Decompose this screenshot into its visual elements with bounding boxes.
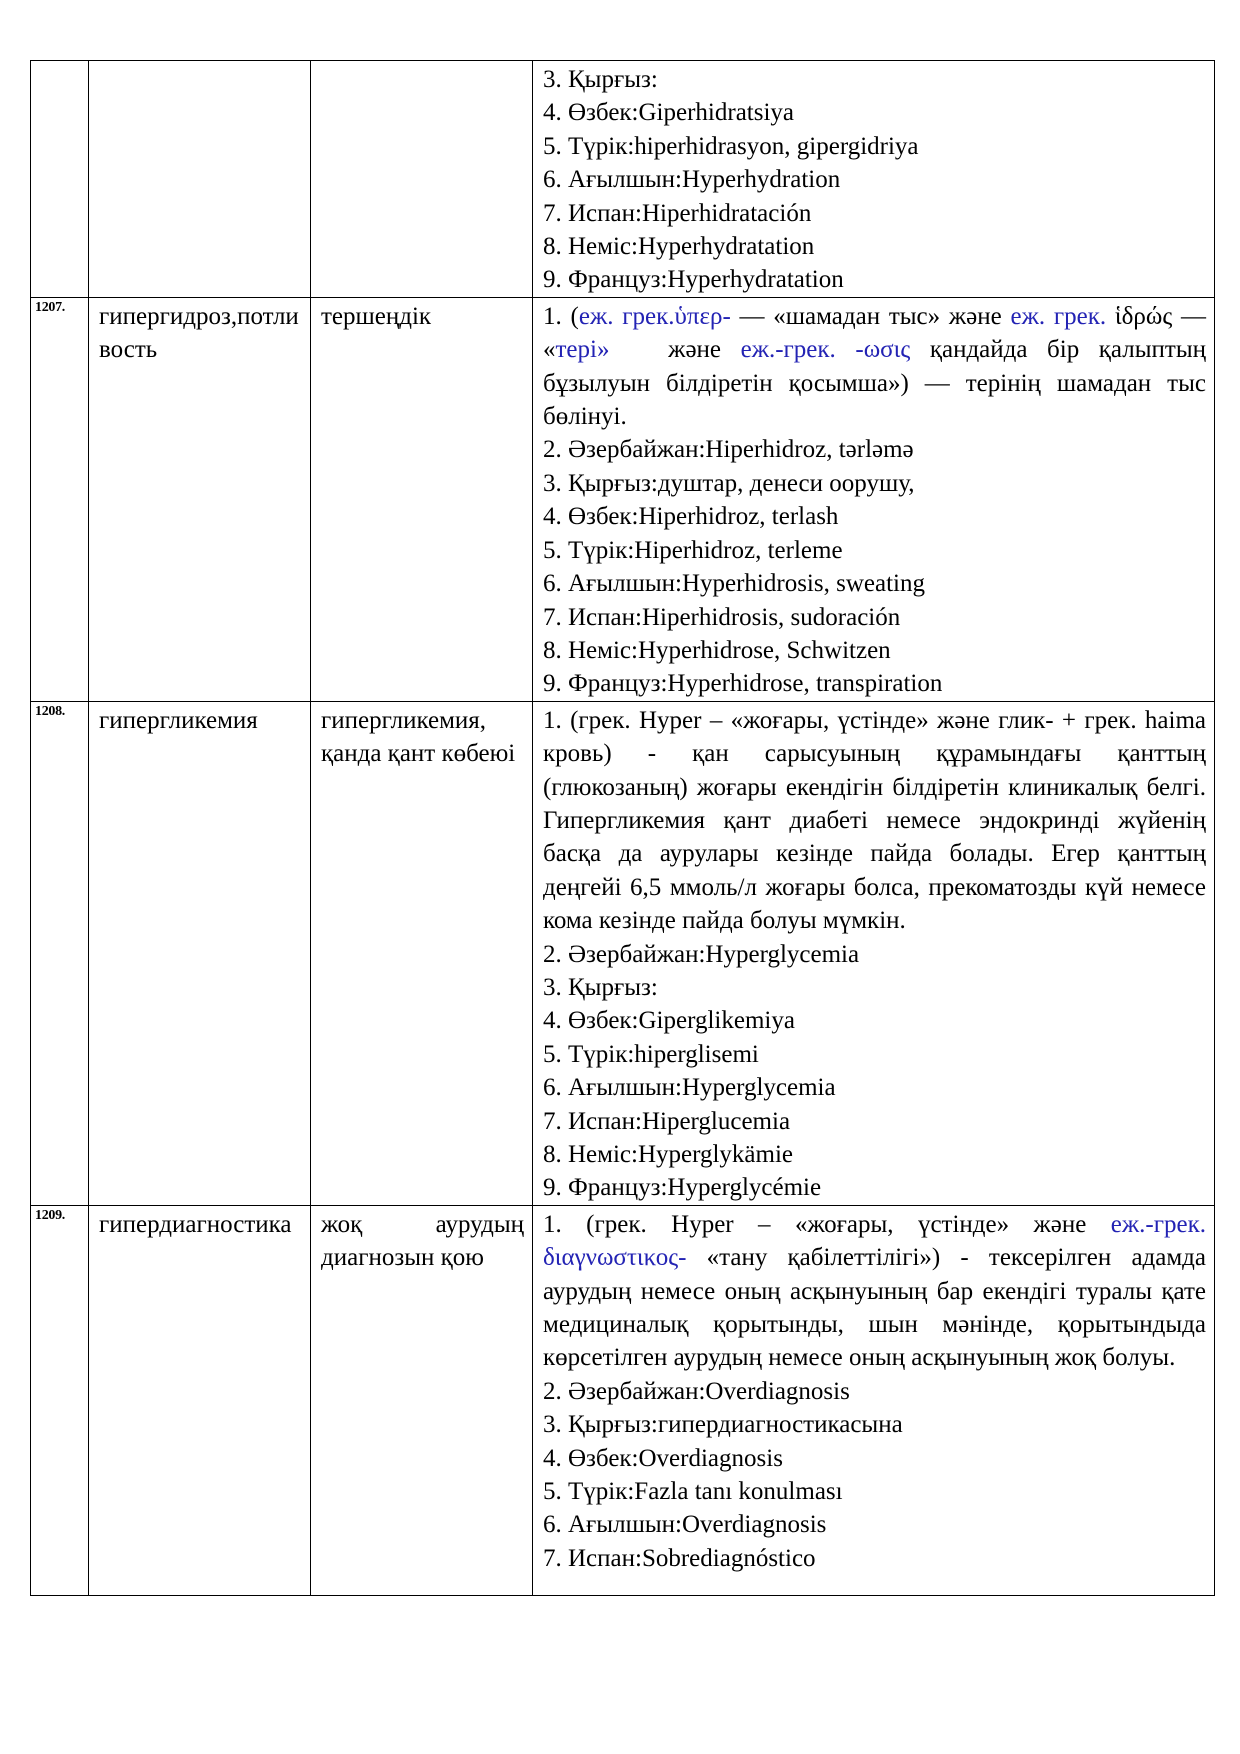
definition-cell (533, 61, 1215, 298)
translation-line: 4. Өзбек:Hiperhidroz, terlash (543, 503, 839, 531)
definition-part: 1. ( (543, 302, 579, 330)
translation-line: 6. Ағылшын:Overdiagnosis (543, 1511, 827, 1539)
kazakh-term: гипергликемия, қанда қант көбеюі (311, 701, 533, 1205)
definition-cell (533, 1205, 1215, 1595)
translation-line: 5. Түрік:Fazla tanı konulması (543, 1478, 843, 1506)
etymology-link[interactable]: еж. грек. (1010, 302, 1107, 330)
translation-line: 9. Француз:Hyperhydratation (543, 266, 844, 294)
definition-text: 1. (грек. Hyper – «жоғары, үстінде» және глик- + грек. haima кровь) - қан сарысуының құрамындағы қанттың (глюкозаның) жоғары екендігін білдіретін клиникалық белгі. Гипергликемия қант диабеті немесе эндокринді жүйенің басқа да аурулары кезінде пайда болады. Егер қанттың деңгейі 6,5 ммоль/л жоғары болса, прекоматозды күй немесе кома кезінде пайда болуы мүмкін. (543, 706, 1206, 935)
definition-part: және (609, 336, 741, 364)
translation-line: 7. Испан:Hiperhidratación (543, 199, 812, 227)
russian-term: гипергликемия (89, 701, 311, 1205)
definition-part: ἱδρώς — « (543, 302, 1206, 364)
translation-line: 3. Қырғыз:гипердиагностикасына (543, 1411, 903, 1439)
table-row (31, 1205, 1215, 1595)
definition-text (543, 1208, 1206, 1375)
translation-line: 5. Түрік:hiperglisemi (543, 1040, 759, 1068)
definition-cell (533, 297, 1215, 701)
translation-line: 8. Неміс:Hyperglykämie (543, 1141, 794, 1168)
entry-number: 1207. (31, 297, 89, 701)
kazakh-term: тершеңдік (311, 297, 533, 701)
translation-line: 7. Испан:Hiperglucemia (543, 1107, 791, 1135)
kazakh-term (311, 61, 533, 298)
translation-line: 8. Неміс:Hyperhydratation (543, 233, 815, 261)
definition-text (543, 300, 1206, 434)
translation-line: 9. Француз:Hyperglycémie (543, 1174, 822, 1202)
definition-part: қандайда бір қалыптың бұзылуын білдіретін қосымша») — терінің шамадан тыс бөлінуі. (543, 336, 1206, 431)
translation-line: 4. Өзбек:Giperglikemiya (543, 1007, 795, 1035)
entry-number: 1209. (31, 1205, 89, 1595)
translation-line: 2. Әзербайжан:Overdiagnosis (543, 1377, 850, 1405)
entry-number: 1208. (31, 701, 89, 1205)
russian-term: гипергидроз,потливость (89, 297, 311, 701)
definition-part: «тану қабілеттілігі») - тексерілген адамда аурудың немесе оның асқынуының бар екендігі туралы қате медициналық қорытынды, шын мәнінде, қорытындыда көрсетілген аурудың немесе оның асқынуының жоқ болуы. (543, 1244, 1206, 1372)
translation-line: 5. Түрік:hiperhidrasyon, gipergidriya (543, 132, 919, 160)
etymology-link[interactable]: тері» (555, 336, 610, 364)
translation-line: 7. Испан:Hiperhidrosis, sudoración (543, 603, 901, 631)
translation-line: 8. Неміс:Hyperhidrose, Schwitzen (543, 636, 891, 664)
translation-line: 3. Қырғыз:душтар, денеси оорушу, (543, 469, 915, 497)
translation-line: 4. Өзбек:Overdiagnosis (543, 1444, 783, 1472)
translation-line: 6. Ағылшын:Hyperhidrosis, sweating (543, 570, 925, 598)
translation-line: 9. Француз:Hyperhidrose, transpiration (543, 670, 943, 698)
etymology-link[interactable]: еж.-грек. διαγνωστικος- (543, 1210, 1206, 1272)
translation-line: 5. Түрік:Hiperhidroz, terleme (543, 536, 843, 564)
translation-line: 3. Қырғыз: (543, 66, 658, 93)
russian-term (89, 61, 311, 298)
etymology-link[interactable]: еж.-грек. -ωσις (740, 336, 911, 364)
translation-line: 2. Әзербайжан:Hyperglycemia (543, 940, 860, 968)
translation-line: 6. Ағылшын:Hyperhydration (543, 166, 841, 194)
dictionary-table (30, 60, 1215, 1596)
entry-number (31, 61, 89, 298)
russian-term: гипердиагностика (89, 1205, 311, 1595)
translation-line: 3. Қырғыз: (543, 973, 658, 1001)
translation-line: 7. Испан:Sobrediagnóstico (543, 1544, 816, 1572)
table-row (31, 61, 1215, 298)
translation-line: 4. Өзбек:Giperhidratsiya (543, 99, 795, 127)
translation-line: 2. Әзербайжан:Hiperhidroz, tərləmə (543, 436, 914, 464)
table-row (31, 701, 1215, 1205)
dictionary-page (30, 60, 1214, 1596)
table-row (31, 297, 1215, 701)
kazakh-term: жоқ аурудың диагнозын қою (311, 1205, 533, 1595)
definition-cell (533, 701, 1215, 1205)
translation-line: 6. Ағылшын:Hyperglycemia (543, 1074, 836, 1102)
definition-part: 1. (грек. Hyper – «жоғары, үстінде» және (543, 1210, 1111, 1238)
definition-part: — «шамадан тыс» және (730, 302, 1011, 330)
etymology-link[interactable]: еж. грек.ὑπερ- (578, 302, 731, 330)
